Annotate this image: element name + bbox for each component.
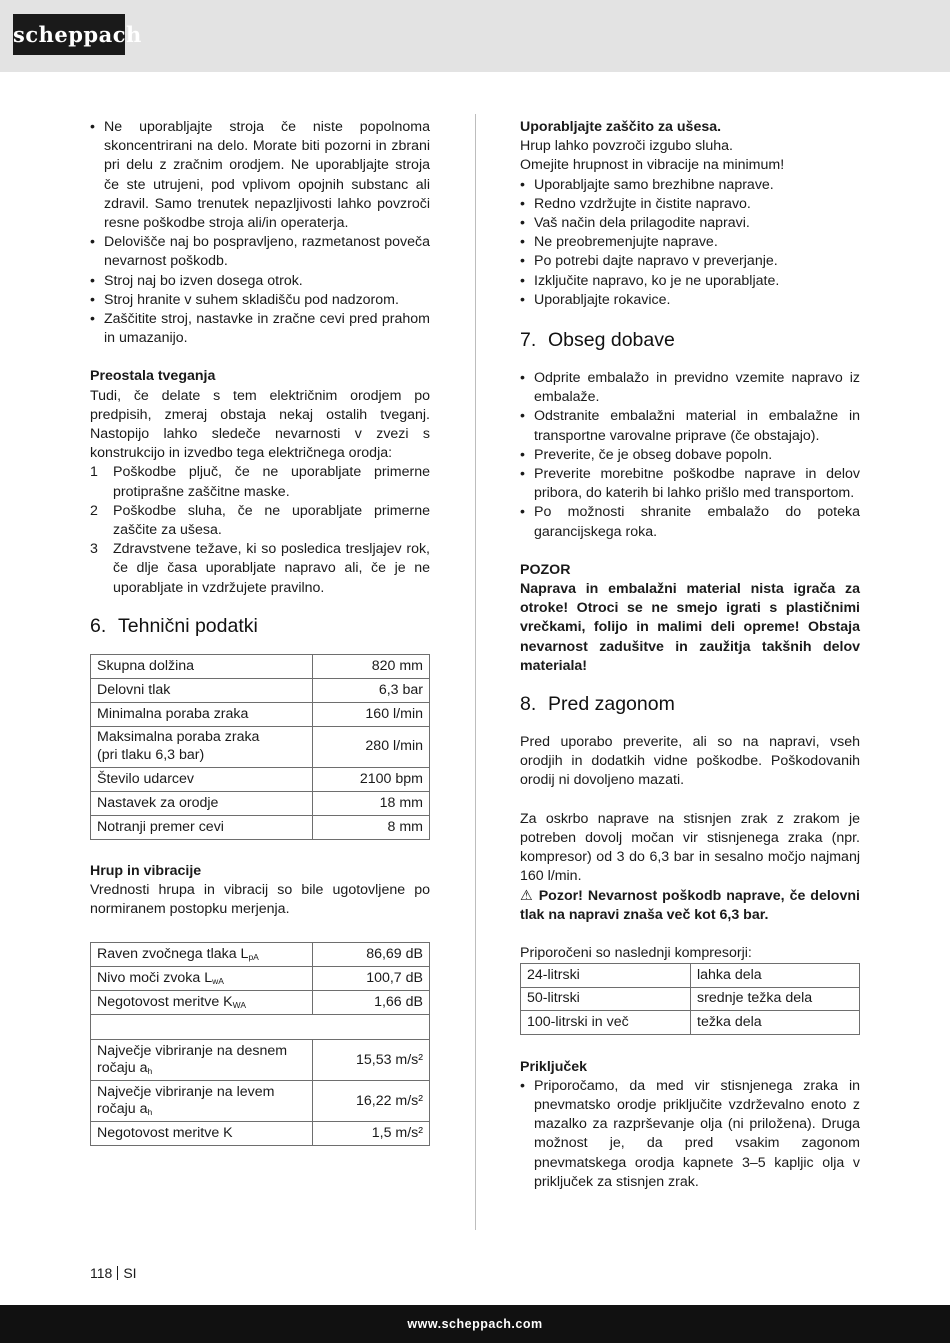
- list-item: • Priporočamo, da med vir stisnjenega zraka in pnevmatsko orodje priključite vzdrževalno enoto z mazalko za razprševanje olja (ni priložena). Druga možnost je, da pred vsakim zagonom pnevmatskega orodja kapnete 3–5 kapljic olja v priključek za stisnjen zrak.: [520, 1077, 860, 1192]
- list-item: • Uporabljajte samo brezhibne naprave.: [520, 176, 860, 195]
- pressure-warning: ⚠ Pozor! Nevarnost poškodb naprave, če delovni tlak na napravi znaša več kot 6,3 bar.: [520, 887, 860, 923]
- table-row: Največje vibriranje na levem ročaju $a_h$ 16,22 m/s²: [91, 1081, 430, 1122]
- table-row: Negotovost meritve K 1,5 m/s²: [91, 1122, 430, 1146]
- list-item: • Vaš način dela prilagodite napravi.: [520, 214, 860, 233]
- list-item: • Delovišče naj bo pospravljeno, razmetanost poveča nevarnost poškodb.: [90, 233, 430, 271]
- compressor-table: [520, 963, 860, 1035]
- before-start-heading: 8. Pred zagonom: [520, 693, 675, 716]
- website-url: www.scheppach.com: [407, 1317, 543, 1331]
- ear-protection-line: Hrup lahko povzroči izgubo sluha.: [520, 138, 733, 155]
- list-item: • Preverite morebitne poškodbe naprave in delov pribora, do katerih bi lahko prišlo med transportom.: [520, 465, 860, 503]
- table-row: Največje vibriranje na desnem ročaju $a_h$ 15,53 m/s²: [91, 1040, 430, 1081]
- noise-heading: Hrup in vibracije: [90, 862, 202, 879]
- list-item: • Izključite napravo, ko je ne uporabljate.: [520, 272, 860, 291]
- table-row: Minimalna poraba zraka 160 l/min: [91, 702, 430, 726]
- page-number-separator: [117, 1266, 118, 1280]
- residual-risks-list: [90, 463, 430, 597]
- list-item: • Stroj naj bo izven dosega otrok.: [90, 272, 430, 291]
- list-item: • Odprite embalažo in previdno vzemite napravo iz embalaže.: [520, 369, 860, 407]
- tech-data-heading: 6. Tehnični podatki: [90, 614, 258, 637]
- connection-bullets: [520, 1077, 860, 1192]
- list-item: • Uporabljajte rokavice.: [520, 291, 860, 310]
- list-item: 3 Zdravstvene težave, ki so posledica tresljajev rok, če dlje časa uporabljate napravo ali, če je ne uporabljate in vzdržujete pravilno.: [90, 541, 430, 596]
- header-band: [0, 0, 950, 72]
- ear-protection-line: Omejite hrupnost in vibracije na minimum!: [520, 157, 785, 174]
- list-item: • Po potrebi dajte napravo v preverjanje.: [520, 252, 860, 271]
- table-row: Število udarcev 2100 bpm: [91, 767, 430, 791]
- tech-data-table: [90, 654, 430, 840]
- table-row: Notranji premer cevi 8 mm: [91, 815, 430, 839]
- list-item: • Zaščitite stroj, nastavke in zračne cevi pred prahom in umazanijo.: [90, 310, 430, 348]
- table-row: 24-litrski lahka dela: [521, 964, 860, 988]
- air-supply-paragraph: Za oskrbo naprave na stisnjen zrak z zrakom je potreben dovolj močan vir stisnjenega zraka (npr. kompresor) od 3 do 6,3 bar in sesalno močjo najmanj 160 l/min.: [520, 810, 860, 885]
- table-row: 50-litrski srednje težka dela: [521, 987, 860, 1011]
- scope-of-delivery-bullets: [520, 369, 860, 542]
- safety-bullets: [90, 118, 430, 348]
- table-row: Raven zvočnega tlaka $L_{pA}$ 86,69 dB: [91, 943, 430, 967]
- compressor-intro: Priporočeni so naslednji kompresorji:: [520, 944, 752, 961]
- left-column: [90, 118, 430, 1146]
- list-item: • Stroj hranite v suhem skladišču pod nadzorom.: [90, 291, 430, 310]
- list-item: • Odstranite embalažni material in embalažne in transportne varovalne priprave (če obstajajo).: [520, 407, 860, 445]
- list-item: • Ne preobremenjujte naprave.: [520, 233, 860, 252]
- scheppach-logo: scheppach: [13, 14, 125, 55]
- caution-heading: POZOR: [520, 561, 571, 578]
- table-row: 100-litrski in več težka dela: [521, 1011, 860, 1035]
- page-number: 118 SI: [90, 1265, 137, 1281]
- noise-table: [90, 942, 430, 1146]
- scope-of-delivery-heading: 7. Obseg dobave: [520, 329, 675, 352]
- list-item: 1 Poškodbe pljuč, če ne uporabljate primerne protiprašne zaščitne maske.: [90, 464, 430, 500]
- table-row: Nastavek za orodje 18 mm: [91, 791, 430, 815]
- table-row: Maksimalna poraba zraka (pri tlaku 6,3 bar) 280 l/min: [91, 726, 430, 767]
- before-start-paragraph: Pred uporabo preverite, ali so na napravi, vseh orodjih in dodatkih vidne poškodbe. Poškodovanih orodij ni dovoljeno mazati.: [520, 734, 860, 789]
- noise-text: Vrednosti hrupa in vibracij so bile ugotovljene po normiranem postopku merjenja.: [90, 882, 430, 918]
- residual-risks-heading: Preostala tveganja: [90, 368, 216, 385]
- table-row-empty: [91, 1015, 430, 1040]
- ear-protection-heading: Uporabljajte zaščito za ušesa.: [520, 119, 722, 135]
- right-column: [520, 118, 860, 1192]
- connection-heading: Priključek: [520, 1058, 588, 1075]
- list-item: • Ne uporabljajte stroja če niste popolnoma skoncentrirani na delo. Morate biti pozorni in zbrani pri delu z zračnim orodjem. Ne uporabljajte stroja če ste utrujeni, pod vplivom opojnih substanc ali zdravil. Samo trenutek nepazljivosti lahko povzroči resne poškodbe stroja ali/in operaterja.: [90, 118, 430, 233]
- list-item: 2 Poškodbe sluha, če ne uporabljate primerne zaščite za ušesa.: [90, 502, 430, 539]
- warning-triangle-icon: ⚠: [520, 887, 534, 904]
- ear-protection-bullets: [520, 176, 860, 310]
- table-row: Negotovost meritve $K_{WA}$ 1,66 dB: [91, 991, 430, 1015]
- residual-risks-text: Tudi, če delate s tem električnim orodjem po predpisih, zmeraj obstaja nekaj ostalih tveganj. Nastopijo lahko sledeče nevarnosti v zvezi s konstrukcijo in izvedbo tega električnega orodja:: [90, 387, 430, 462]
- caution-text: Naprava in embalažni material nista igrača za otroke! Otroci se ne smejo igrati s plastičnimi vrečkami, folijo in malimi deli opreme! Obstaja nevarnost zadušitve in zaužitja takšnih delov materiala!: [520, 581, 860, 674]
- table-row: Delovni tlak 6,3 bar: [91, 678, 430, 702]
- list-item: • Po možnosti shranite embalažo do poteka garancijskega roka.: [520, 503, 860, 541]
- list-item: • Redno vzdržujte in čistite napravo.: [520, 195, 860, 214]
- list-item: • Preverite, če je obseg dobave popoln.: [520, 446, 860, 465]
- table-row: Nivo moči zvoka $L_{wA}$ 100,7 dB: [91, 967, 430, 991]
- column-divider: [475, 114, 476, 1230]
- table-row: Skupna dolžina 820 mm: [91, 654, 430, 678]
